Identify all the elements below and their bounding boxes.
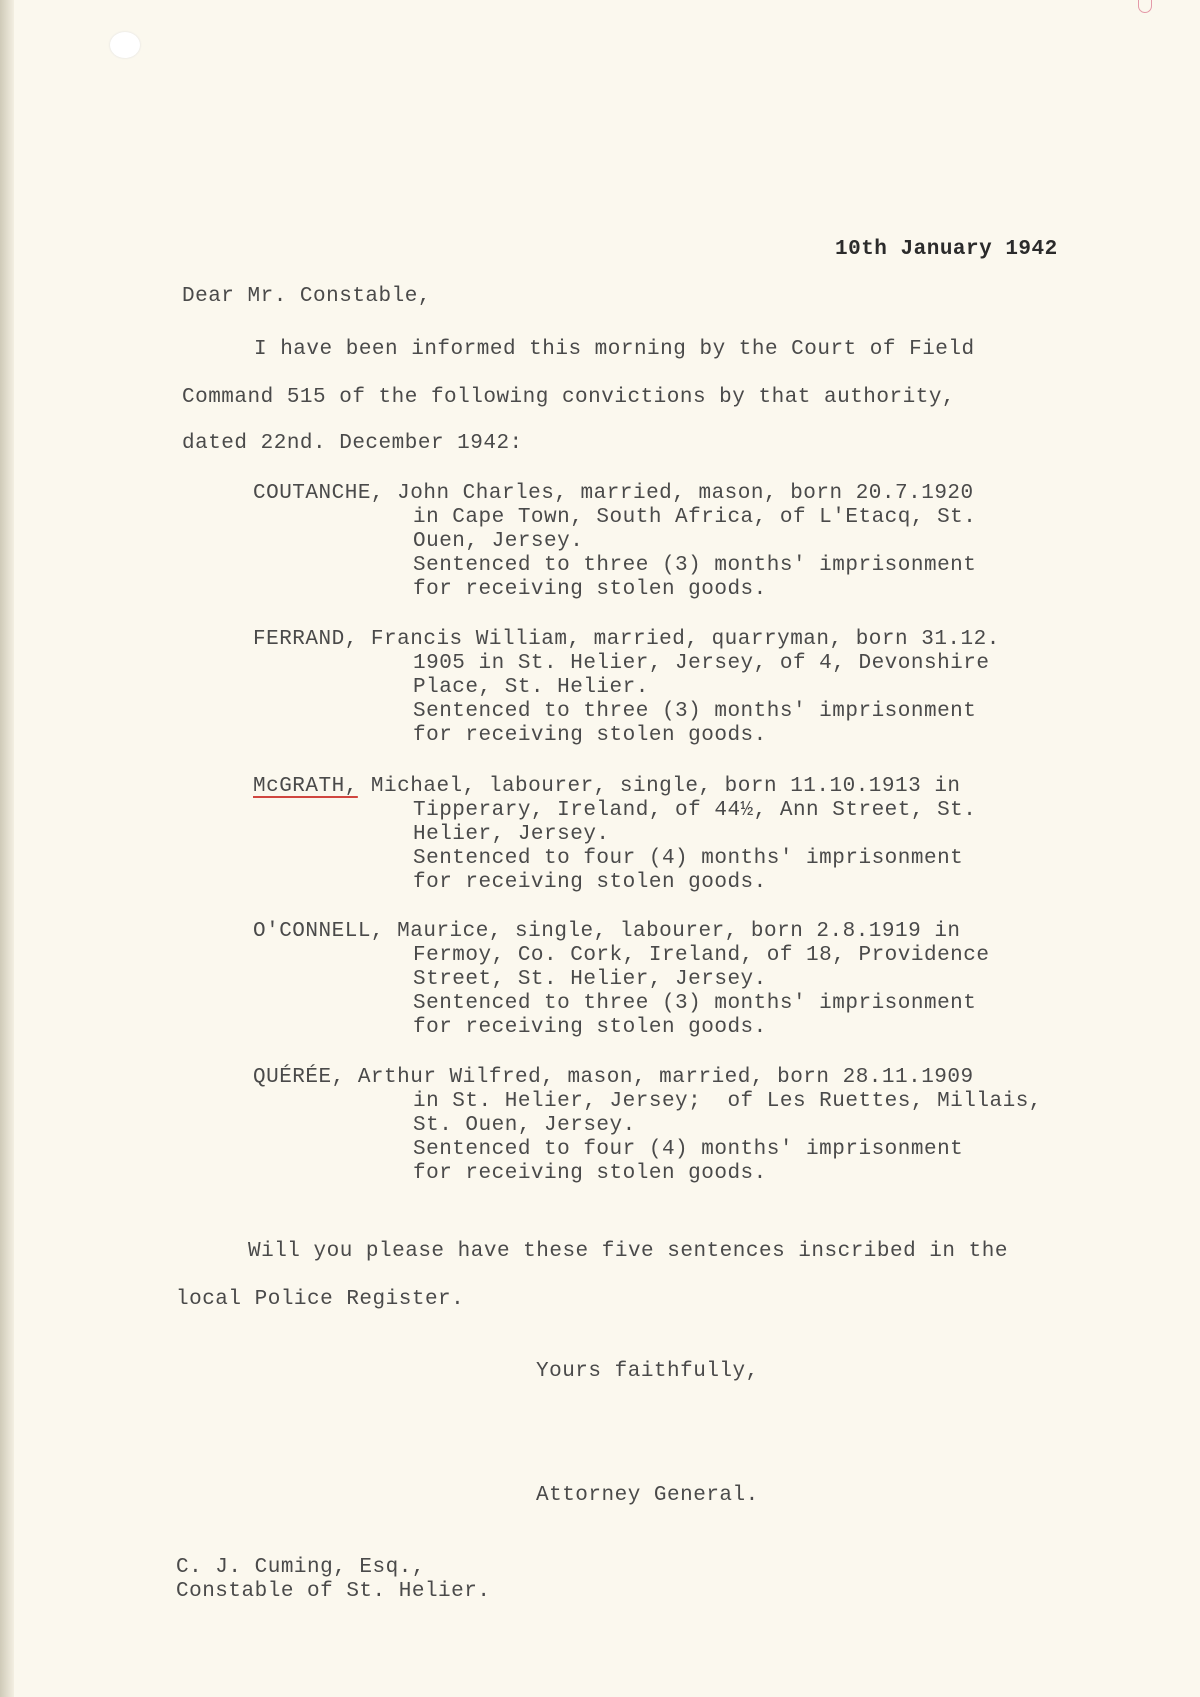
- intro-line-1: I have been informed this morning by the Court of Field: [254, 338, 975, 361]
- conviction-details: Francis William, married, quarryman, born 31.12.: [357, 628, 1000, 651]
- paper-edge-shadow: [0, 0, 14, 1697]
- conviction-line: St. Ouen, Jersey.: [413, 1114, 636, 1137]
- conviction-sentence: Sentenced to four (4) months' imprisonment: [413, 1138, 964, 1161]
- conviction-details: Michael, labourer, single, born 11.10.1913 in: [357, 775, 961, 798]
- conviction-details: Arthur Wilfred, mason, married, born 28.11.1909: [344, 1066, 974, 1089]
- punch-hole: [110, 32, 140, 58]
- conviction-first-line: [253, 628, 1000, 651]
- conviction-offence: for receiving stolen goods.: [413, 871, 767, 894]
- conviction-offence: for receiving stolen goods.: [413, 724, 767, 747]
- addressee-title: Constable of St. Helier.: [176, 1580, 491, 1603]
- intro-line-3: dated 22nd. December 1942:: [182, 432, 523, 455]
- conviction-line: Fermoy, Co. Cork, Ireland, of 18, Providence: [413, 944, 990, 967]
- signoff: Yours faithfully,: [536, 1360, 759, 1383]
- conviction-line: Helier, Jersey.: [413, 823, 610, 846]
- pencil-corner-mark: [1138, 0, 1152, 13]
- intro-line-2: Command 515 of the following convictions by that authority,: [182, 386, 956, 409]
- conviction-sentence: Sentenced to four (4) months' imprisonment: [413, 847, 964, 870]
- conviction-sentence: Sentenced to three (3) months' imprisonment: [413, 554, 977, 577]
- conviction-line: Place, St. Helier.: [413, 676, 649, 699]
- conviction-line: Ouen, Jersey.: [413, 530, 584, 553]
- conviction-details: Maurice, single, labourer, born 2.8.1919 in: [384, 920, 961, 943]
- conviction-surname: COUTANCHE,: [253, 482, 385, 505]
- conviction-surname: McGRATH,: [253, 775, 358, 798]
- conviction-sentence: Sentenced to three (3) months' imprisonment: [413, 700, 977, 723]
- conviction-first-line: [253, 775, 961, 798]
- conviction-first-line: [253, 1066, 974, 1089]
- conviction-line: Tipperary, Ireland, of 44½, Ann Street, St.: [413, 799, 977, 822]
- letter-date: 10th January 1942: [835, 238, 1058, 261]
- conviction-surname: QUÉRÉE,: [253, 1066, 345, 1089]
- addressee-name: C. J. Cuming, Esq.,: [176, 1556, 425, 1579]
- conviction-surname: FERRAND,: [253, 628, 358, 651]
- conviction-line: Street, St. Helier, Jersey.: [413, 968, 767, 991]
- closing-line-1: Will you please have these five sentences inscribed in the: [248, 1240, 1008, 1263]
- conviction-line: 1905 in St. Helier, Jersey, of 4, Devonshire: [413, 652, 990, 675]
- conviction-first-line: [253, 482, 974, 505]
- salutation: Dear Mr. Constable,: [182, 285, 431, 308]
- conviction-sentence: Sentenced to three (3) months' imprisonment: [413, 992, 977, 1015]
- conviction-details: John Charles, married, mason, born 20.7.1920: [384, 482, 974, 505]
- conviction-offence: for receiving stolen goods.: [413, 1162, 767, 1185]
- conviction-offence: for receiving stolen goods.: [413, 1016, 767, 1039]
- conviction-line: in St. Helier, Jersey; of Les Ruettes, Millais,: [413, 1090, 1042, 1113]
- conviction-line: in Cape Town, South Africa, of L'Etacq, St.: [413, 506, 977, 529]
- conviction-first-line: [253, 920, 961, 943]
- closing-line-2: local Police Register.: [176, 1288, 465, 1311]
- signatory-title: Attorney General.: [536, 1484, 759, 1507]
- conviction-offence: for receiving stolen goods.: [413, 578, 767, 601]
- conviction-surname: O'CONNELL,: [253, 920, 385, 943]
